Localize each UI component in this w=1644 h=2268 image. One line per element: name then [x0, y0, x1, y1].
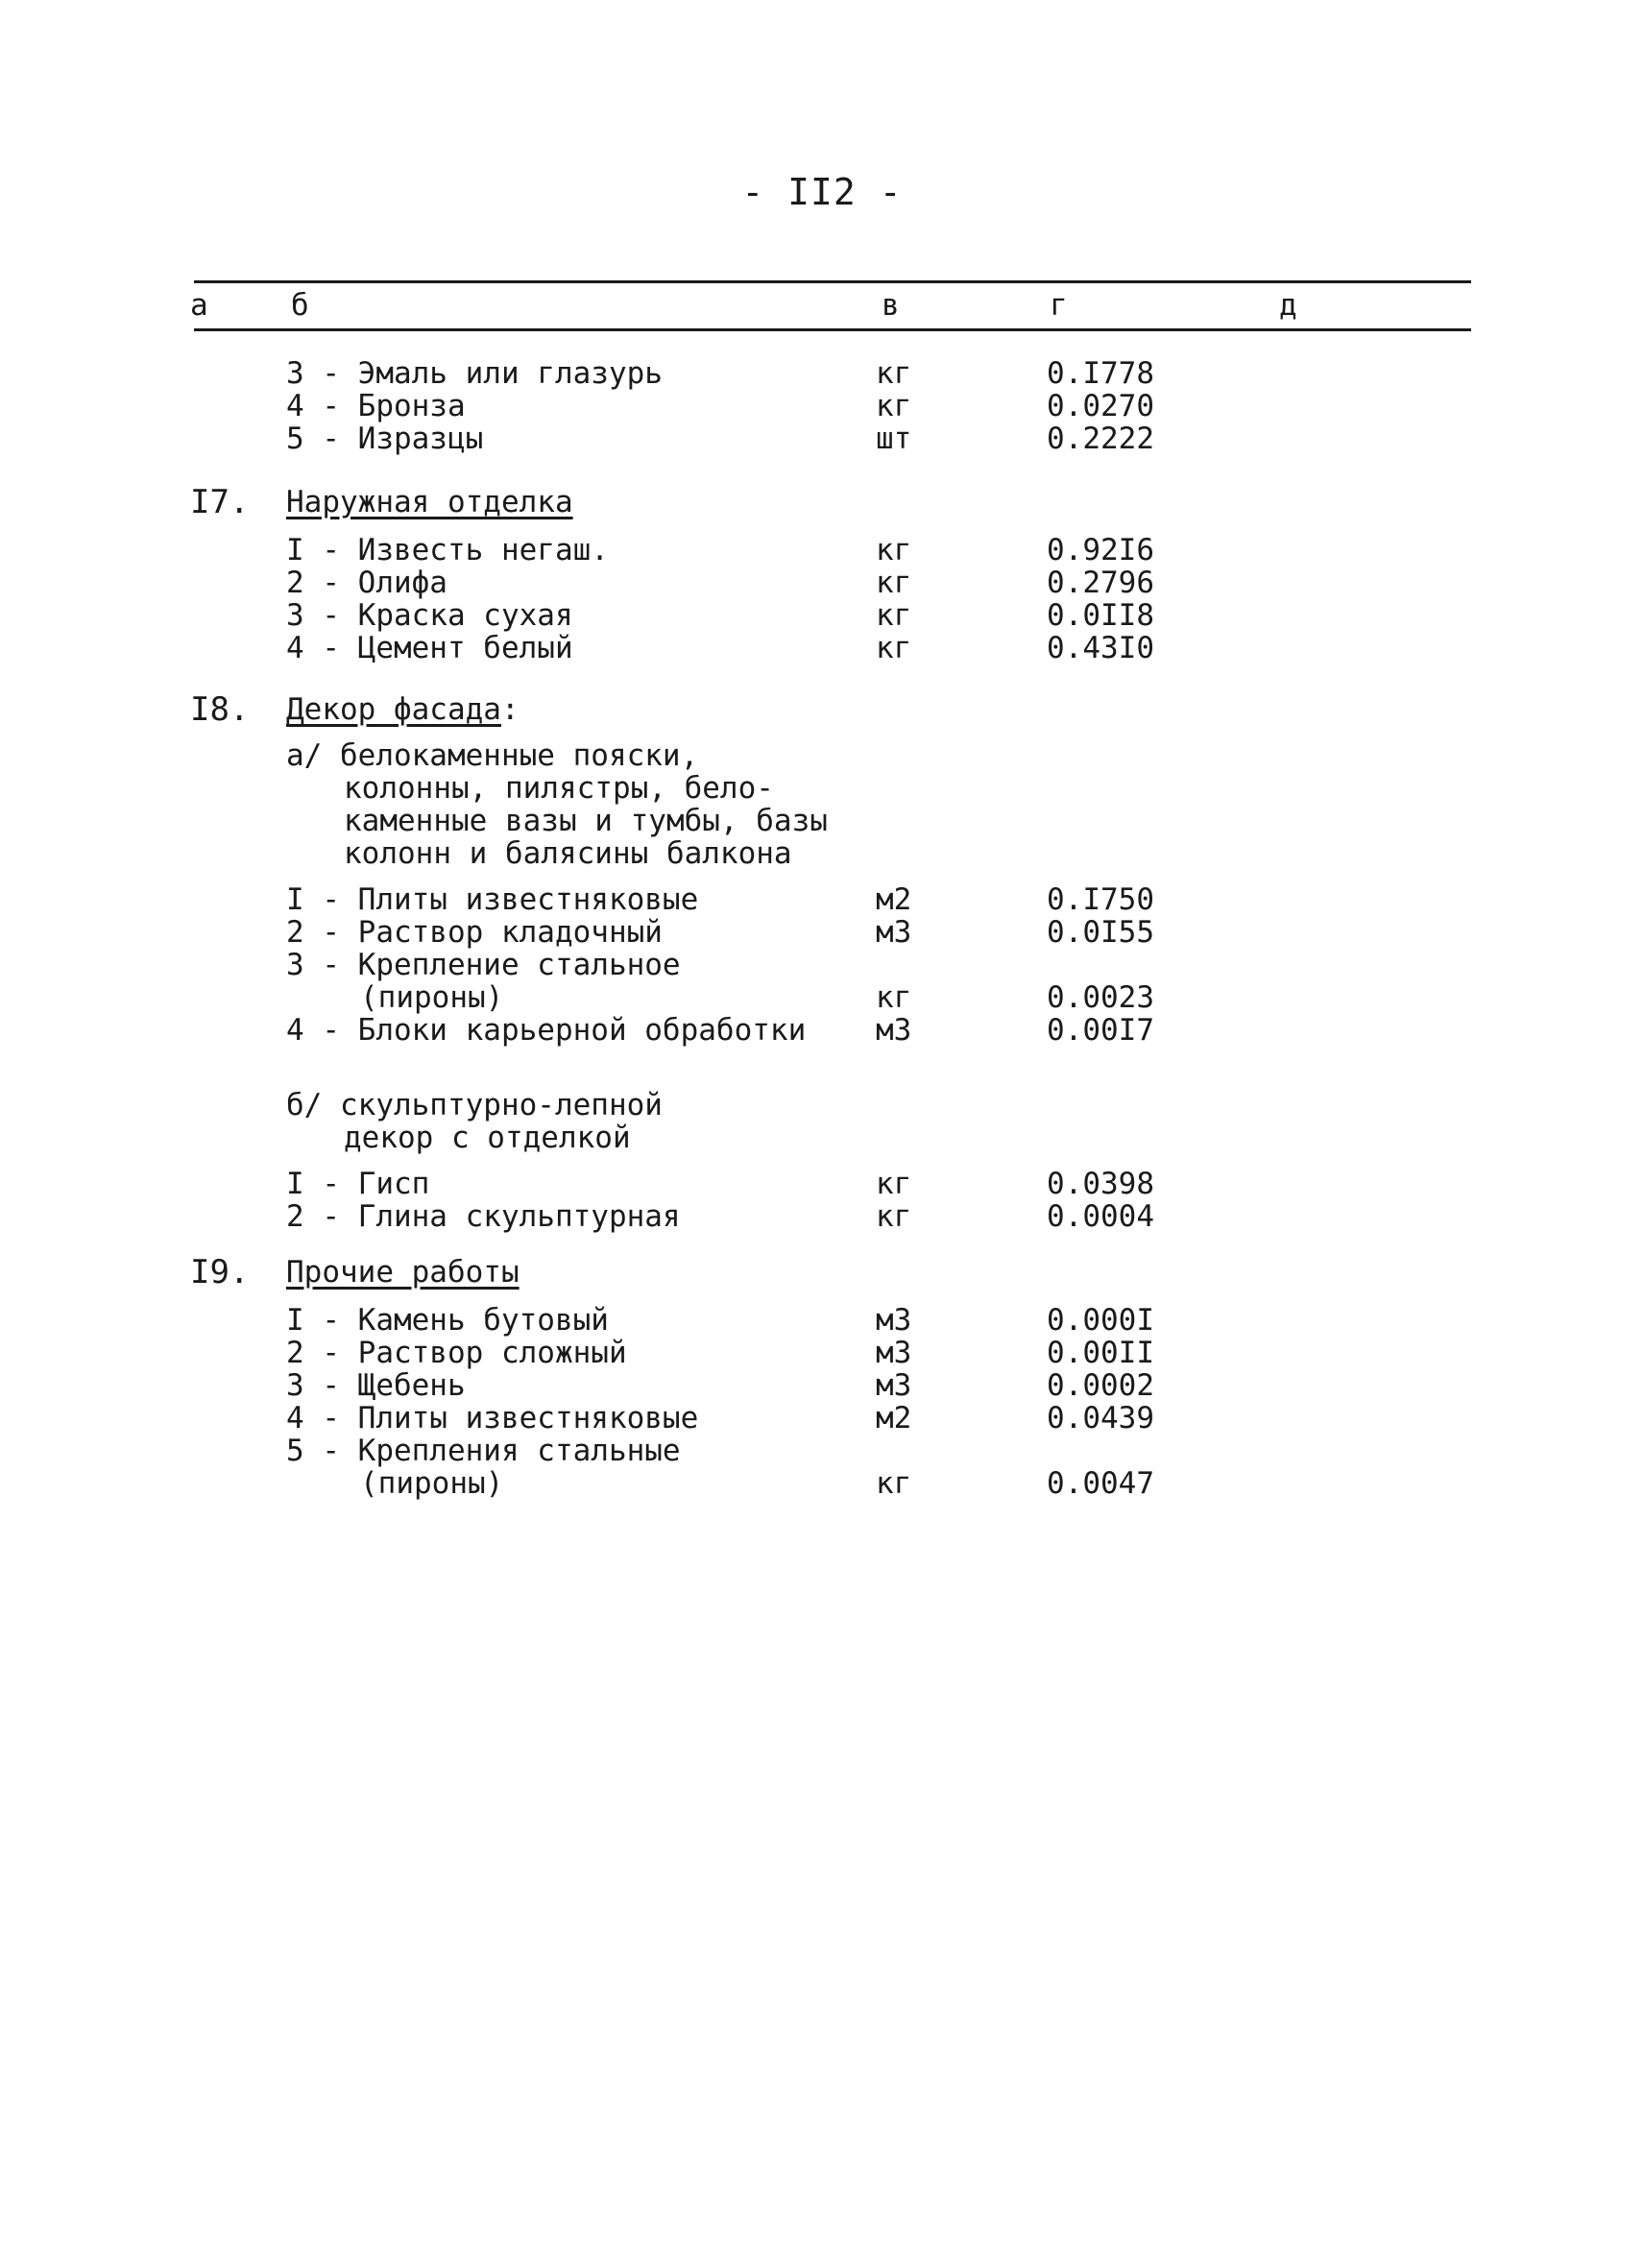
item-value: 0.92I6 — [1047, 533, 1154, 567]
section-title: Прочие работы — [286, 1255, 520, 1290]
subsection-text: колонн и балясины балкона — [344, 836, 792, 871]
item-unit: м3 — [876, 1368, 912, 1403]
table-row — [0, 1467, 1644, 1500]
table-row — [0, 1168, 1644, 1200]
item-value: 0.0002 — [1047, 1368, 1154, 1403]
item-label: 3 - Краска сухая — [286, 598, 573, 633]
subsection-a-line — [0, 805, 1644, 837]
item-value: 0.0I55 — [1047, 915, 1154, 950]
item-unit: м2 — [876, 882, 912, 917]
section-title: Декор фасада — [286, 692, 501, 727]
item-value: 0.00II — [1047, 1336, 1154, 1370]
item-value: 0.0004 — [1047, 1199, 1154, 1234]
item-label: 4 - Цемент белый — [286, 631, 573, 665]
item-unit: кг — [876, 980, 912, 1015]
page-number: - II2 - — [741, 171, 903, 213]
item-unit: шт — [876, 422, 912, 456]
item-value: 0.00I7 — [1047, 1013, 1154, 1048]
item-label: 2 - Раствор сложный — [286, 1336, 627, 1370]
table-row — [0, 1402, 1644, 1435]
section-number: I7. — [190, 483, 250, 521]
item-unit: кг — [876, 389, 912, 423]
item-label: 2 - Глина скульптурная — [286, 1199, 681, 1234]
column-header-a: а — [190, 288, 208, 323]
item-label: 5 - Крепления стальные — [286, 1434, 681, 1468]
item-unit: м3 — [876, 1303, 912, 1338]
table-row — [0, 422, 1644, 455]
section-heading — [0, 690, 1644, 729]
section-heading — [0, 483, 1644, 521]
subsection-text: колонны, пилястры, бело- — [344, 771, 774, 806]
item-unit: кг — [876, 356, 912, 391]
item-label: 3 - Эмаль или глазурь — [286, 356, 663, 391]
item-label-continued: (пироны) — [360, 1466, 504, 1501]
item-value: 0.0270 — [1047, 389, 1154, 423]
section-19 — [0, 1253, 1644, 1501]
item-value: 0.0023 — [1047, 980, 1154, 1015]
item-value: 0.000I — [1047, 1303, 1154, 1338]
item-label: 3 - Щебень — [286, 1368, 466, 1403]
section-heading — [0, 1253, 1644, 1291]
item-unit: м3 — [876, 1336, 912, 1370]
item-value: 0.2796 — [1047, 566, 1154, 600]
subsection-text: каменные вазы и тумбы, базы — [344, 804, 828, 838]
table-row — [0, 632, 1644, 664]
column-header-d: д — [1279, 288, 1297, 323]
item-value: 0.0398 — [1047, 1167, 1154, 1201]
table-row — [0, 534, 1644, 567]
item-label: 4 - Бронза — [286, 389, 466, 423]
item-value: 0.0047 — [1047, 1466, 1154, 1501]
subsection-b-line — [0, 1122, 1644, 1154]
section-number: I8. — [190, 690, 250, 729]
item-label: I - Гисп — [286, 1167, 430, 1201]
subsection-text: декор с отделкой — [344, 1121, 631, 1155]
item-unit: кг — [876, 566, 912, 600]
item-label: 4 - Плиты известняковые — [286, 1401, 699, 1436]
subsection-a-line — [0, 837, 1644, 870]
section-title-suffix: : — [500, 692, 520, 727]
item-unit: м3 — [876, 915, 912, 950]
table-row — [0, 390, 1644, 422]
item-label: I - Плиты известняковые — [286, 882, 699, 917]
table-row — [0, 1014, 1644, 1047]
section-title-wrap — [286, 693, 520, 726]
item-label: 5 - Изразцы — [286, 422, 484, 456]
item-unit: кг — [876, 631, 912, 665]
item-unit: кг — [876, 1167, 912, 1201]
item-label-continued: (пироны) — [360, 980, 504, 1015]
item-unit: кг — [876, 598, 912, 633]
table-row — [0, 1200, 1644, 1233]
item-label: I - Известь негаш. — [286, 533, 609, 567]
section-number: I9. — [190, 1253, 250, 1291]
table-row — [0, 1304, 1644, 1337]
item-value: 0.I750 — [1047, 882, 1154, 917]
table-row — [0, 357, 1644, 390]
table-top-rule — [194, 280, 1471, 283]
section-title: Наружная отделка — [286, 485, 573, 519]
item-unit: кг — [876, 533, 912, 567]
column-header-v: в — [882, 288, 900, 323]
item-value: 0.2222 — [1047, 422, 1154, 456]
item-unit: м3 — [876, 1013, 912, 1048]
item-unit: м2 — [876, 1401, 912, 1436]
table-row — [0, 916, 1644, 949]
subsection-a-line — [0, 772, 1644, 805]
item-label: 2 - Раствор кладочный — [286, 915, 663, 950]
item-value: 0.43I0 — [1047, 631, 1154, 665]
item-value: 0.I778 — [1047, 356, 1154, 391]
table-row — [0, 567, 1644, 599]
table-row — [0, 883, 1644, 916]
table-header-rule — [194, 328, 1471, 331]
column-header-b: б — [291, 288, 309, 323]
table-row — [0, 981, 1644, 1014]
item-value: 0.0439 — [1047, 1401, 1154, 1436]
table-row — [0, 599, 1644, 632]
item-unit: кг — [876, 1466, 912, 1501]
table-row — [0, 949, 1644, 981]
item-label: 3 - Крепление стальное — [286, 948, 681, 982]
item-label: 2 - Олифа — [286, 566, 447, 600]
table-row — [0, 1337, 1644, 1369]
item-label: I - Камень бутовый — [286, 1303, 609, 1338]
section-17 — [0, 483, 1644, 665]
subsection-text: а/ белокаменные пояски, — [286, 738, 699, 773]
table-row — [0, 1369, 1644, 1402]
subsection-a-line — [0, 739, 1644, 772]
item-value: 0.0II8 — [1047, 598, 1154, 633]
continued-items — [0, 357, 1644, 455]
section-18 — [0, 690, 1644, 1234]
item-label: 4 - Блоки карьерной обработки — [286, 1013, 807, 1048]
column-header-g: г — [1050, 288, 1068, 323]
subsection-b-line — [0, 1089, 1644, 1122]
table-row — [0, 1435, 1644, 1467]
subsection-text: б/ скульптурно-лепной — [286, 1088, 663, 1122]
item-unit: кг — [876, 1199, 912, 1234]
